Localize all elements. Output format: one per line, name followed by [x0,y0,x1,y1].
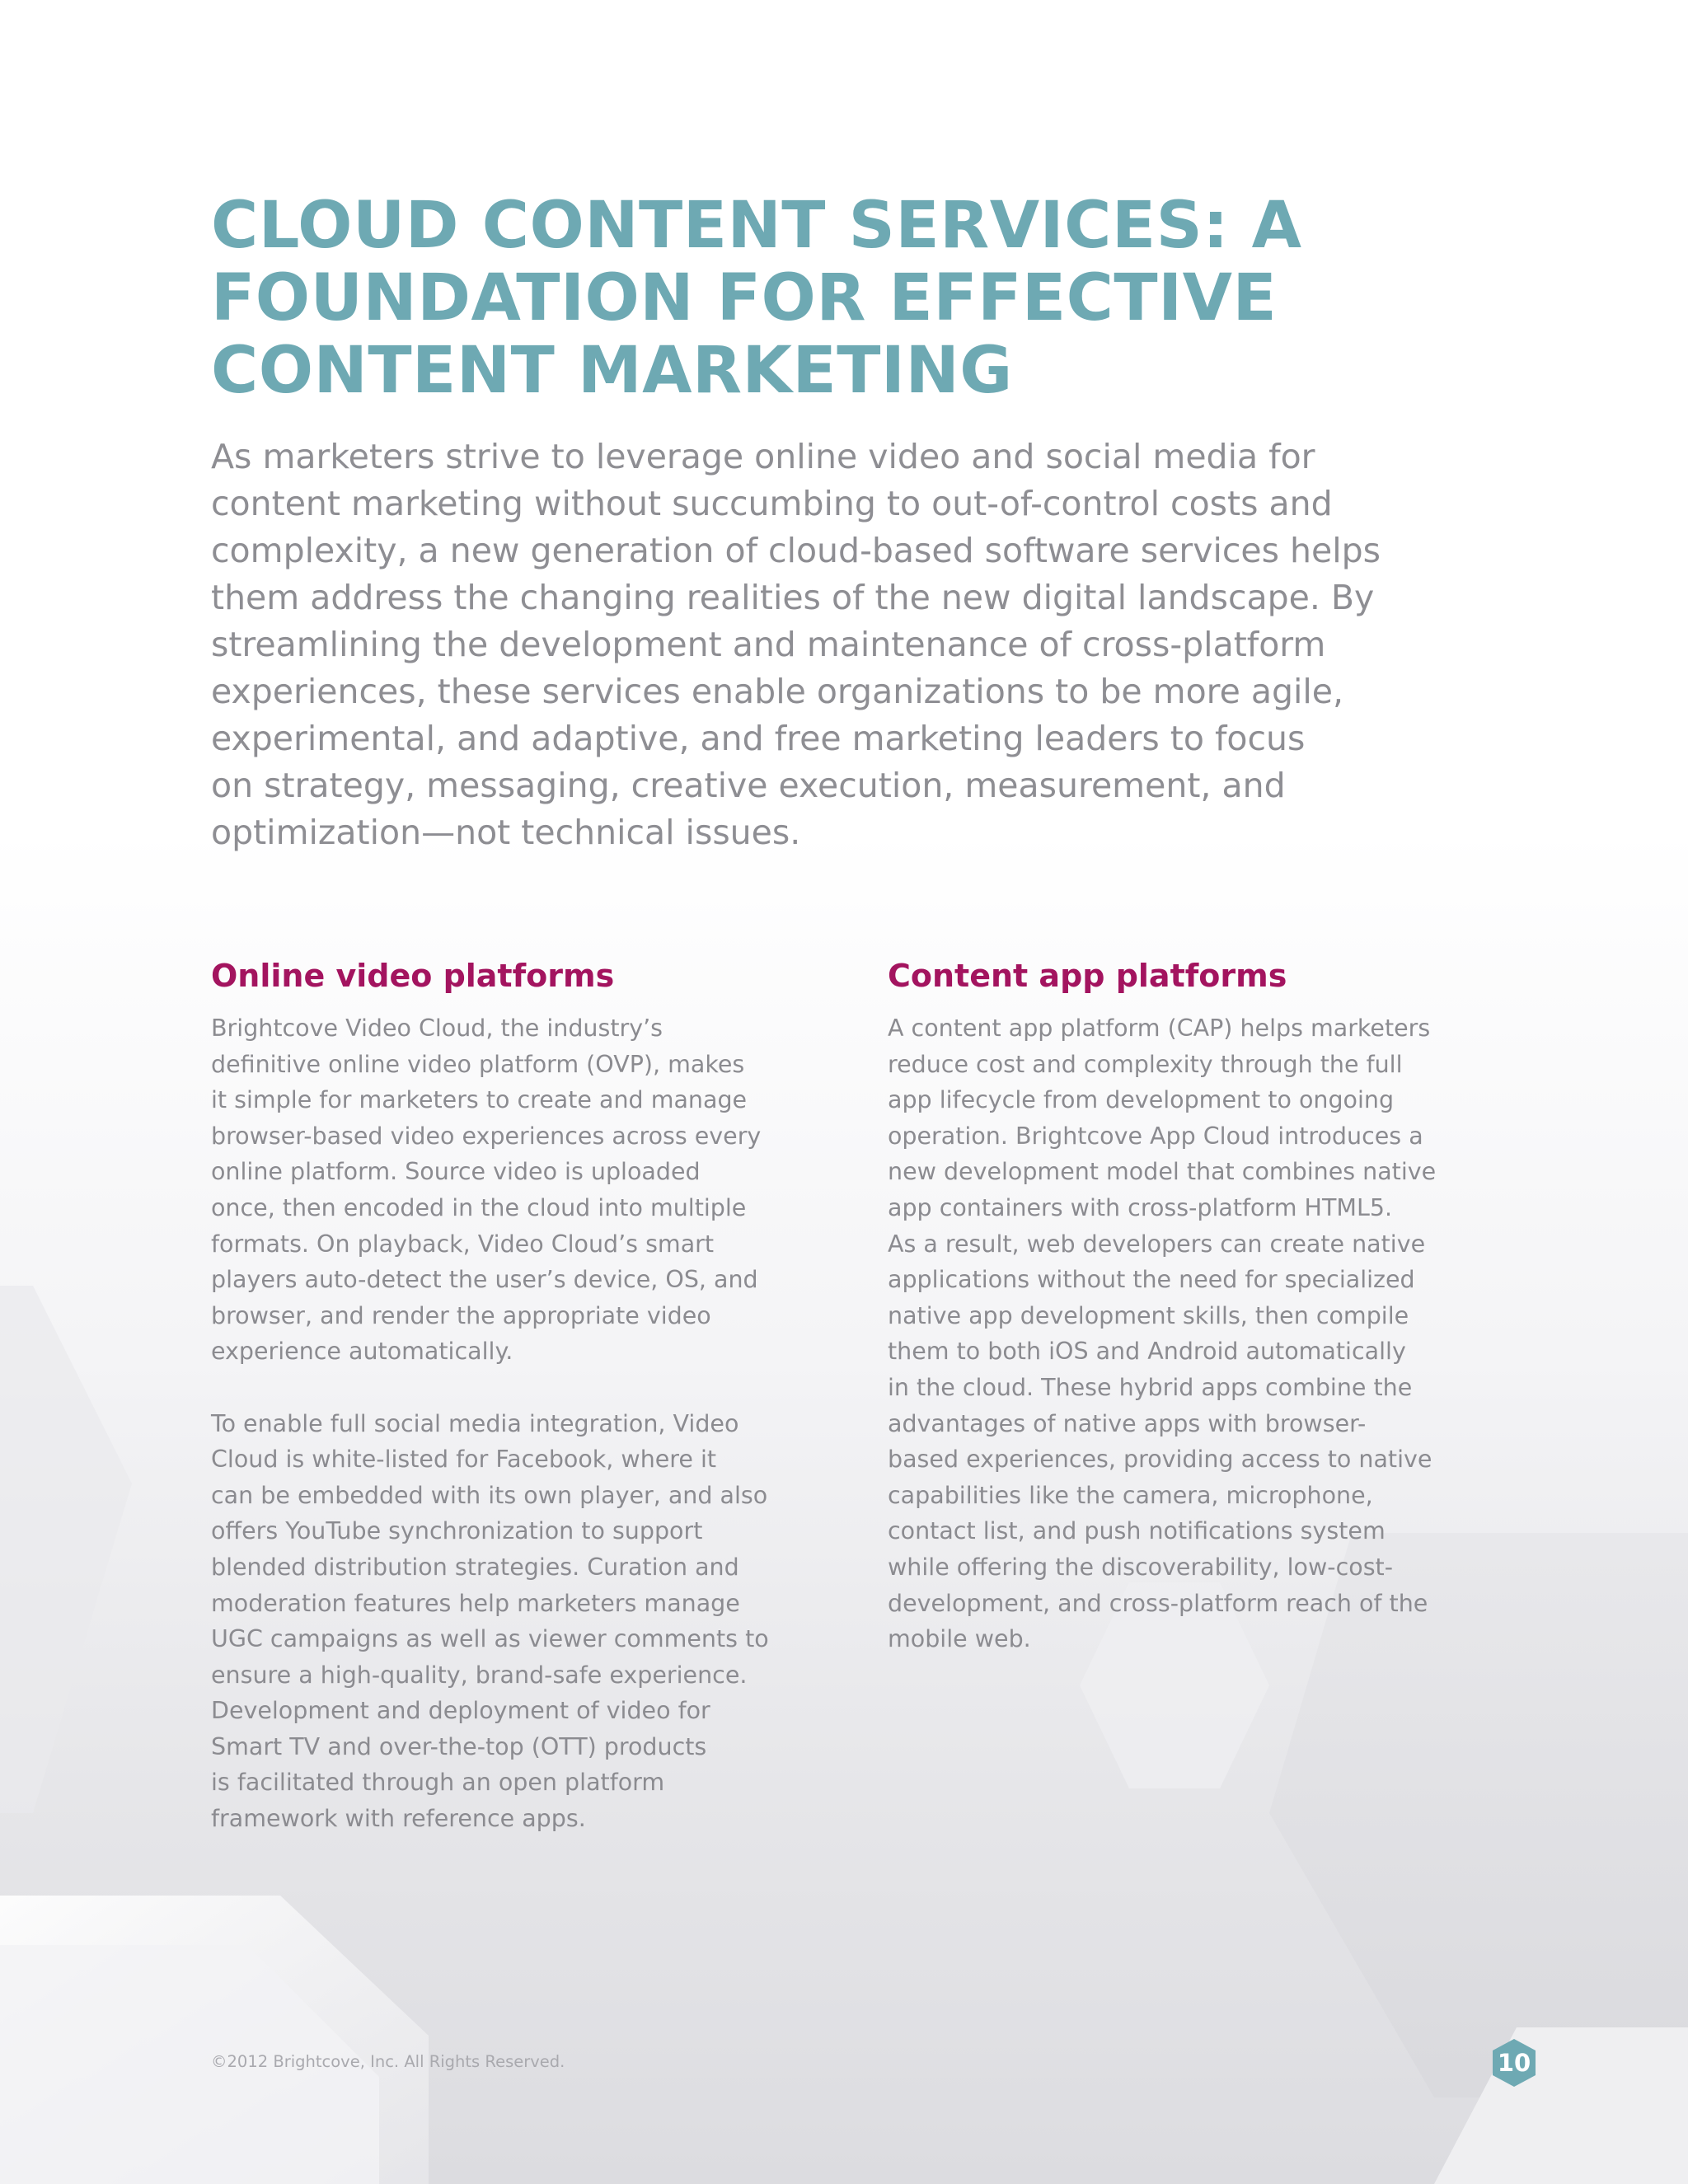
intro-paragraph: As marketers strive to leverage online video and social media for content marketing without succumbing to out-of-control costs and complexity, a new generation of cloud-based software services helps them address the changing realities of the new digital landscape. By streamlining the development and maintenance of cross-platform experiences, these services enable organizations to be more agile, experimental, and adaptive, and free marketing leaders to focus on strategy, messaging, creative execution, measurement, and optimization—not technical issues. [211,437,1381,852]
page-title: CLOUD CONTENT SERVICES: A FOUNDATION FOR EFFECTIVE CONTENT MARKETING [211,189,1302,408]
background-hexagon-left [0,1286,132,1813]
right-column [888,953,1514,1657]
left-column-paragraph: To enable full social media integration, Video Cloud is white-listed for Facebook, where it can be embedded with its own player, and also offers YouTube synchronization to support blended distribution strategies. Curation and moderation features help marketers manage UGC campaigns as well as viewer comments to ensure a high-quality, brand-safe experience. Development and deployment of video for Smart TV and over-the-top (OTT) products is facilitated through an open platform framework with reference apps. [211,1409,769,1833]
copyright-footer: ©2012 Brightcove, Inc. All Rights Reserved. [211,2052,565,2071]
left-column [211,953,837,1837]
heading-content-app-platforms: Content app platforms [888,958,1287,994]
page-number: 10 [1497,2049,1531,2077]
heading-online-video-platforms: Online video platforms [211,958,615,994]
right-column-paragraph: A content app platform (CAP) helps marketers reduce cost and complexity through the full app lifecycle from development to ongoing operation. Brightcove App Cloud introduces a new development model that combines native app containers with cross-platform HTML5. As a result, web developers can create native applications without the need for specialized native app development skills, then compile them to both iOS and Android automatically in the cloud. These hybrid apps combine the advantages of native apps with browser- based experiences, providing access to native capabilities like the camera, microphone, contact list, and push notifications system while offering the discoverability, low-cost- development, and cross-platform reach of the mobile web. [888,1015,1437,1653]
page-number-badge [1490,2037,1538,2088]
left-column-paragraph: Brightcove Video Cloud, the industry’s definitive online video platform (OVP), makes it simple for marketers to create and manage browser-based video experiences across every online platform. Source video is uploaded once, then encoded in the cloud into multiple formats. On playback, Video Cloud’s smart players auto-detect the user’s device, OS, and browser, and render the appropriate video experience automatically. [211,1015,762,1366]
